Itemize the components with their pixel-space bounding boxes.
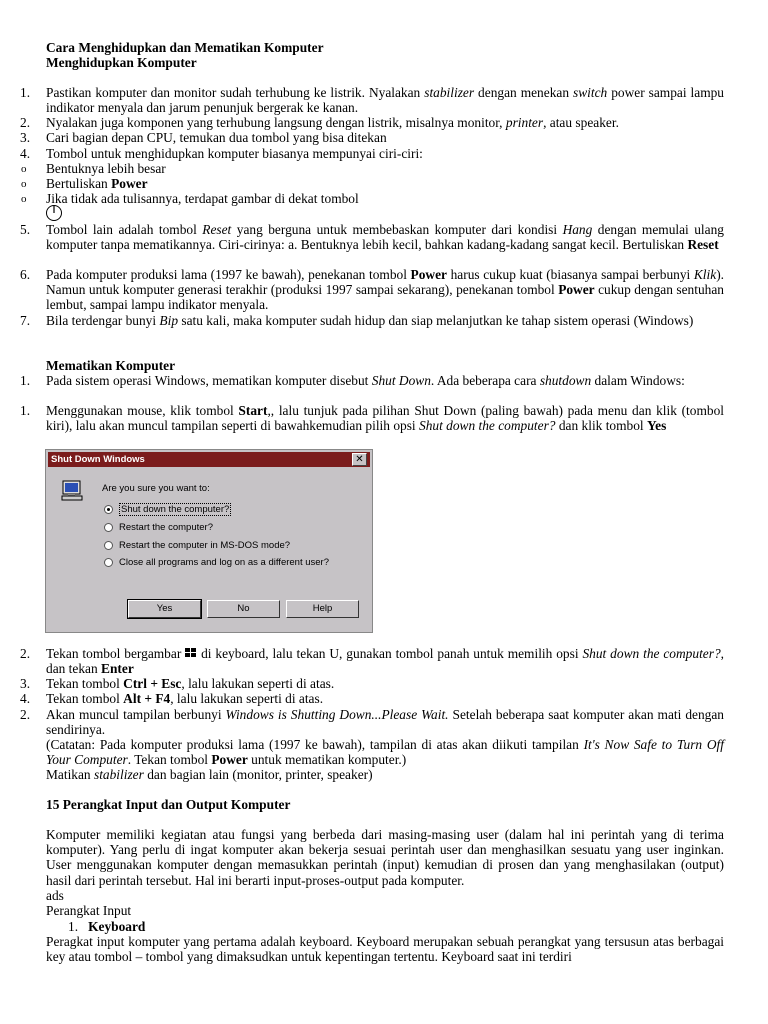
list-number: 1. (20, 403, 31, 418)
list-number: 6. (20, 267, 31, 282)
paragraph: Komputer memiliki kegiatan atau fungsi yang berbeda dari masing-masing user (dalam hal ini perintah yang di terima komputer). Yang perlu di ingat komputer akan bekerja sesuai perintah user dan menghasilkan sesuatu yang user inginkan. User menggunakan komputer dengan memasukkan perintah (input) kemudian di prosen dan yang menghasilakan (output) hasil dari perintah tersebut. Hal ini berarti input-proses-output pada komputer. (46, 827, 724, 888)
list-item: Tekan tombol Alt + F4, lalu lakukan seperti di atas. (46, 691, 324, 706)
option-label: Restart the computer in MS-DOS mode? (119, 540, 291, 551)
list-item: Pastikan komputer dan monitor sudah terhubung ke listrik. Nyalakan stabilizer dengan menekan switch power sampai lampu indikator menyala dan jarum penunjuk bergerak ke kanan. (46, 85, 725, 116)
power-icon (44, 204, 64, 222)
bullet-item: Jika tidak ada tulisannya, terdapat gambar di dekat tombol (46, 191, 359, 206)
list-number: 4. (20, 691, 31, 706)
radio-icon (104, 523, 113, 532)
dialog-titlebar (48, 452, 370, 467)
list-number: 2. (20, 115, 31, 130)
list-number: 1. (20, 373, 31, 388)
paragraph: Peragkat input komputer yang pertama adalah keyboard. Keyboard merupakan sebuah perangkat yang tersusun atas berbagai key atau tombol – tombol yang dimaksudkan untuk kepentingan tertentu. Keyboard saat ini terdiri (46, 934, 724, 965)
help-button[interactable]: Help (286, 600, 359, 618)
list-item: Bila terdengar bunyi Bip satu kali, maka komputer sudah hidup dan siap melanjutkan ke tahap sistem operasi (Windows) (46, 313, 694, 328)
list-number: 3. (20, 676, 31, 691)
keyboard-heading: 1. Keyboard (68, 919, 146, 934)
list-item: Tekan tombol bergambar di keyboard, lalu tekan U, gunakan tombol panah untuk memilih opsi Shut down the computer?, dan tekan Enter (46, 646, 724, 677)
note-paragraph: (Catatan: Pada komputer produksi lama (1997 ke bawah), tampilan di atas akan diikuti tampilan It's Now Safe to Turn Off Your Computer. Tekan tombol Power untuk mematikan komputer.) (46, 737, 724, 768)
section-heading-io: 15 Perangkat Input dan Output Komputer (46, 797, 291, 812)
windows-key-icon (185, 647, 197, 658)
list-item: Tombol lain adalah tombol Reset yang berguna untuk membebaskan komputer dari kondisi Hang dengan memulai ulang komputer tanpa mematikannya. Ciri-cirinya: a. Bentuknya lebih kecil, bahkan kadang-kadang sangat kecil. Bertuliskan Reset (46, 222, 724, 253)
list-number: 5. (20, 222, 31, 237)
no-button[interactable]: No (207, 600, 280, 618)
subheading-input: Perangkat Input (46, 903, 132, 918)
list-item: Tekan tombol Ctrl + Esc, lalu lakukan seperti di atas. (46, 676, 335, 691)
bullet-item: Bertuliskan Power (46, 176, 148, 191)
section-heading-off: Mematikan Komputer (46, 358, 176, 373)
list-item: Menggunakan mouse, klik tombol Start,, lalu tunjuk pada pilihan Shut Down (paling bawah) pada menu dan klik (tombol kiri), lalu akan muncul tampilan seperti di bawahkemudian pilih opsi Shut down the computer? dan klik tombol Yes (46, 403, 724, 434)
computer-icon (60, 480, 86, 502)
list-item: Cari bagian depan CPU, temukan dua tombol yang bisa ditekan (46, 130, 387, 145)
section-heading-on: Menghidupkan Komputer (46, 55, 197, 70)
list-item: Matikan stabilizer dan bagian lain (monitor, printer, speaker) (46, 767, 373, 782)
option-label: Shut down the computer? (121, 504, 230, 515)
shutdown-dialog (45, 449, 373, 633)
option-label: Close all programs and log on as a different user? (119, 557, 330, 568)
radio-icon (104, 558, 113, 567)
list-number: 2. (20, 707, 31, 722)
radio-selected-icon (104, 505, 113, 514)
list-item: Pada sistem operasi Windows, mematikan komputer disebut Shut Down. Ada beberapa cara shutdown dalam Windows: (46, 373, 685, 388)
dialog-title: Shut Down Windows (51, 454, 145, 465)
bullet-icon: o (21, 193, 27, 205)
dialog-question: Are you sure you want to: (102, 483, 210, 494)
list-number: 1. (20, 85, 31, 100)
yes-button[interactable]: Yes (128, 600, 201, 618)
list-number: 7. (20, 313, 31, 328)
list-item: Tombol untuk menghidupkan komputer biasanya mempunyai ciri-ciri: (46, 146, 423, 161)
list-item: Pada komputer produksi lama (1997 ke bawah), penekanan tombol Power harus cukup kuat (biasanya sampai berbunyi Klik). Namun untuk komputer generasi terakhir (produksi 1997 sampai sekarang), penekanan tombol Power cukup dengan sentuhan lembut, sampai lampu indikator menyala. (46, 267, 724, 313)
bullet-icon: o (21, 163, 27, 175)
bullet-item: Bentuknya lebih besar (46, 161, 166, 176)
list-item: Akan muncul tampilan berbunyi Windows is Shutting Down...Please Wait. Setelah beberapa saat komputer akan mati dengan sendirinya. (46, 707, 724, 738)
option-label: Restart the computer? (119, 522, 213, 533)
radio-icon (104, 541, 113, 550)
list-item: Nyalakan juga komponen yang terhubung langsung dengan listrik, misalnya monitor, printer, atau speaker. (46, 115, 619, 130)
ads-text: ads (46, 888, 64, 903)
close-icon[interactable]: ✕ (352, 453, 367, 466)
page-title: Cara Menghidupkan dan Mematikan Komputer (46, 40, 324, 55)
list-number: 2. (20, 646, 31, 661)
list-number: 3. (20, 130, 31, 145)
bullet-icon: o (21, 178, 27, 190)
list-number: 4. (20, 146, 31, 161)
